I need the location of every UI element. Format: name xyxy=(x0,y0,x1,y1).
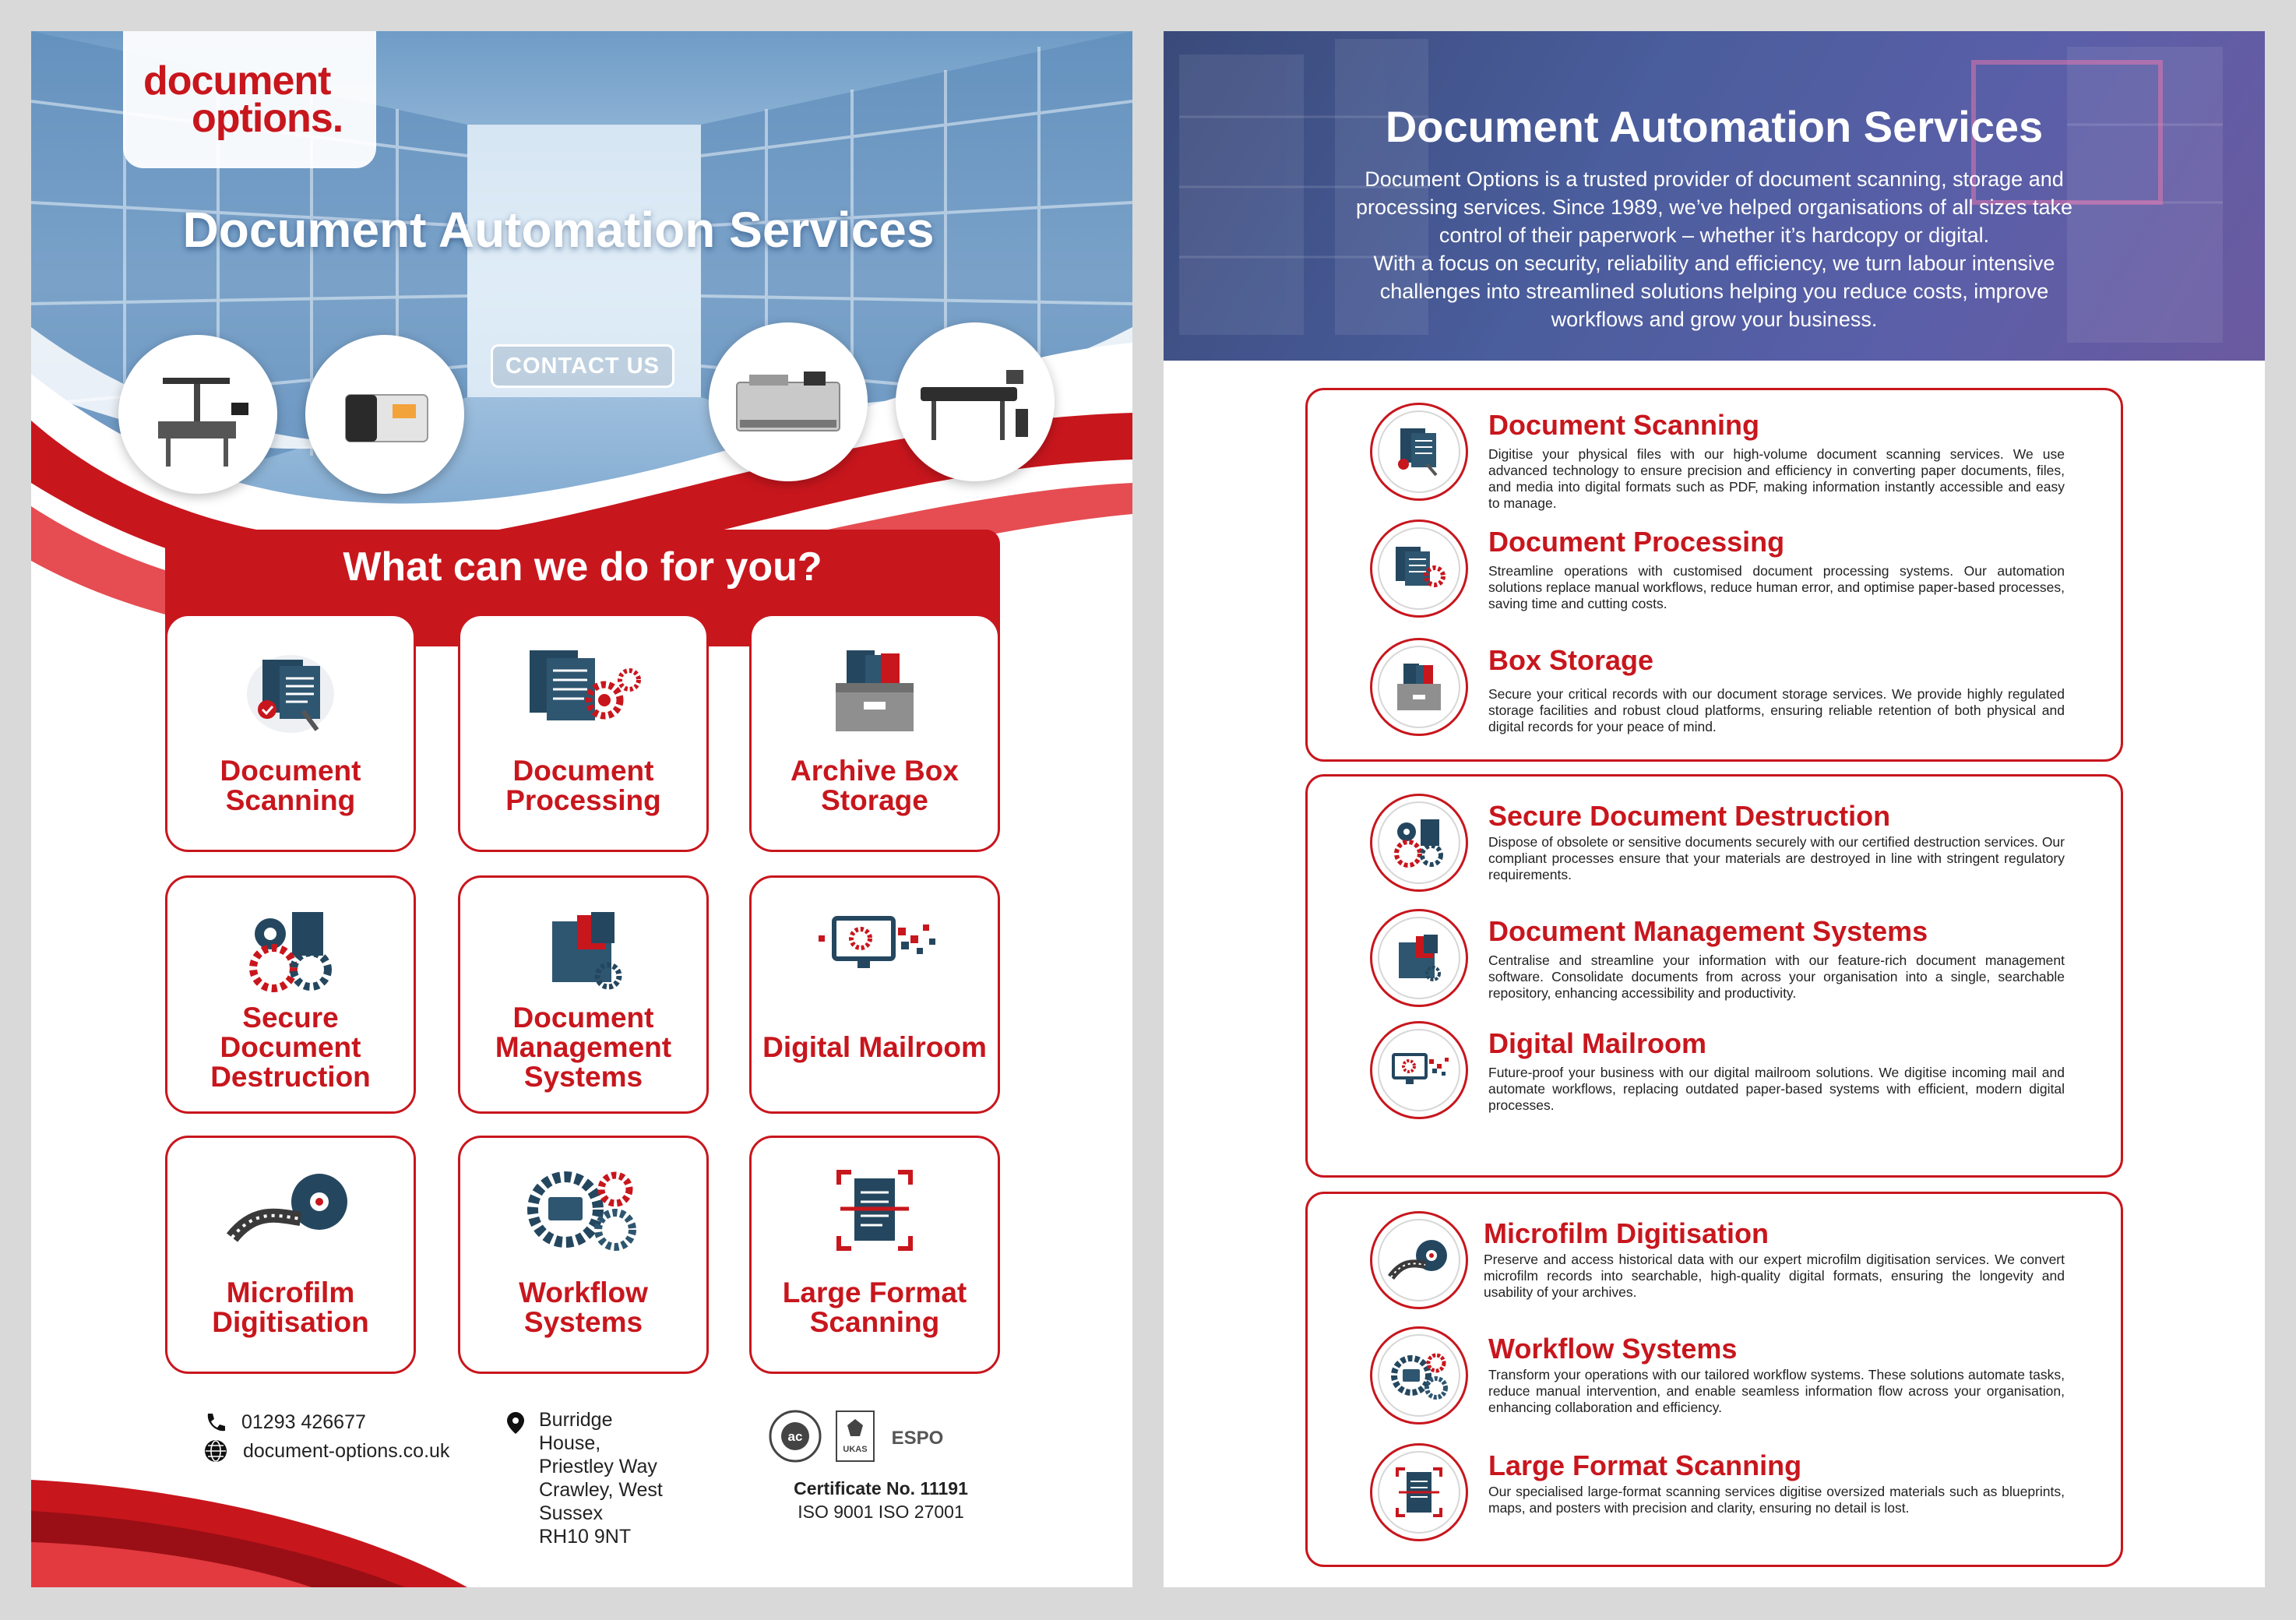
location-pin-icon xyxy=(506,1411,525,1435)
tile-label: Workflow Systems xyxy=(519,1277,648,1338)
bottom-red-wave xyxy=(31,1464,1132,1587)
intro-line: control of their paperwork – whether it’s hardcopy or digital. xyxy=(1439,224,1990,247)
service-description: Preserve and access historical data with our expert microfilm digitisation services. We convert microfilm records into searchable, high-quality digital formats, ensuring the longevity and usability of your archives. xyxy=(1484,1252,2065,1300)
service-group-3 xyxy=(1305,1192,2123,1567)
document-management-icon xyxy=(529,901,638,1002)
intro-paragraph xyxy=(1280,165,2148,333)
tile-label: Document Processing xyxy=(505,755,661,816)
service-title: Digital Mailroom xyxy=(1488,1027,1707,1059)
header-banner xyxy=(1164,31,2265,361)
service-description: Secure your critical records with our document storage services. We provide highly regulated storage facilities and robust cloud platforms, ensuring reliable retention of both physical and digital records for your peace of mind. xyxy=(1488,686,2065,734)
service-title: Document Processing xyxy=(1488,526,1785,558)
service-group-2 xyxy=(1305,774,2123,1178)
globe-icon xyxy=(204,1439,227,1463)
service-title: Document Scanning xyxy=(1488,409,1760,441)
phone-contact[interactable] xyxy=(204,1411,366,1434)
page-title: Document Automation Services xyxy=(182,202,935,258)
ac-accreditation-logo xyxy=(768,1409,822,1463)
document-processing-icon xyxy=(517,639,650,741)
flyer-front-page xyxy=(31,31,1132,1587)
tile-label: Large Format Scanning xyxy=(782,1277,967,1338)
tile-label: Document Management Systems xyxy=(495,1002,672,1093)
address-line: Burridge xyxy=(539,1409,613,1431)
website-contact[interactable] xyxy=(204,1439,449,1463)
service-title: Box Storage xyxy=(1488,644,1654,676)
address-line: Priestley Way xyxy=(539,1456,657,1477)
tile-workflow-systems[interactable] xyxy=(458,1136,709,1374)
ukas-logo xyxy=(833,1408,877,1464)
tile-large-format-scanning[interactable] xyxy=(749,1136,1000,1374)
archive-box-icon xyxy=(820,639,929,741)
book-scanner-photo xyxy=(118,335,277,494)
espo-logo xyxy=(888,1413,947,1460)
phone-number: 01293 426677 xyxy=(241,1411,366,1433)
intro-line: challenges into streamlined solutions helping you reduce costs, improve xyxy=(1379,280,2049,303)
secure-destruction-icon xyxy=(236,901,345,1002)
address-line: RH10 9NT xyxy=(539,1526,632,1548)
service-title: Large Format Scanning xyxy=(1488,1449,1802,1481)
svg-text:ac: ac xyxy=(787,1429,803,1444)
tile-label: Document Scanning xyxy=(220,755,361,816)
intro-line: With a focus on security, reliability and efficiency, we turn labour intensive xyxy=(1373,252,2055,275)
logo-line-1: document xyxy=(143,58,331,104)
tile-label: Archive Box Storage xyxy=(791,755,959,816)
service-group-1 xyxy=(1305,388,2123,762)
contact-us-button[interactable]: CONTACT US xyxy=(491,344,674,388)
intro-line: Document Options is a trusted provider of document scanning, storage and xyxy=(1365,167,2064,191)
document-management-icon xyxy=(1388,927,1450,989)
tile-document-processing[interactable] xyxy=(458,614,709,852)
svg-text:ESPO: ESPO xyxy=(891,1428,944,1449)
services-heading: What can we do for you? xyxy=(343,544,822,590)
svg-text:UKAS: UKAS xyxy=(843,1445,868,1454)
service-title: Microfilm Digitisation xyxy=(1484,1217,1770,1249)
phone-icon xyxy=(204,1412,226,1434)
tile-label: Microfilm Digitisation xyxy=(212,1277,369,1338)
service-description: Digitise your physical files with our high-volume document scanning services. We use advanced technology to ensure precision and efficiency in converting paper documents, files, and media into digital formats such as PDF, making information instantly accessible and easy to manage. xyxy=(1488,446,2065,511)
tile-label: Digital Mailroom xyxy=(762,1031,987,1063)
service-description: Dispose of obsolete or sensitive documents securely with our certified destruction services. Our compliant processes ensure that your materials are destroyed in line with stringent regulatory requirements. xyxy=(1488,834,2065,882)
microfilm-icon xyxy=(224,1161,357,1263)
large-format-scan-icon xyxy=(1388,1461,1450,1523)
certification-logos xyxy=(768,1408,947,1464)
book-scanner-icon xyxy=(139,356,256,473)
document-scanning-icon xyxy=(1388,421,1450,483)
tile-document-management-systems[interactable] xyxy=(458,875,709,1114)
tile-microfilm-digitisation[interactable] xyxy=(165,1136,416,1374)
tile-archive-box-storage[interactable] xyxy=(749,614,1000,852)
address-line: House, xyxy=(539,1432,601,1454)
service-description: Centralise and streamline your information with our feature-rich document management software. Consolidate documents from across your organisation into a single, searchable repository, enhancing accessibility and productivity. xyxy=(1488,953,2065,1001)
service-description: Transform your operations with our tailored workflow systems. These solutions automate tasks, reduce manual intervention, and enable seamless information flow across your organisation, enhancing collaboration and efficiency. xyxy=(1488,1367,2065,1415)
production-scanner-photo xyxy=(305,335,464,494)
workflow-gears-icon xyxy=(1386,1344,1452,1407)
service-title: Document Management Systems xyxy=(1488,915,1928,947)
tile-document-scanning[interactable] xyxy=(165,614,416,852)
service-title: Secure Document Destruction xyxy=(1488,800,1891,832)
secure-destruction-icon xyxy=(1388,812,1450,874)
tile-digital-mailroom[interactable] xyxy=(749,875,1000,1114)
wide-format-scanner-icon xyxy=(913,343,1037,460)
large-format-scan-icon xyxy=(820,1161,929,1263)
address-line: Sussex xyxy=(539,1502,603,1524)
microfilm-icon xyxy=(1386,1229,1452,1291)
mail-processor-icon xyxy=(726,343,850,460)
intro-line: processing services. Since 1989, we’ve helped organisations of all sizes take xyxy=(1355,195,2072,219)
certificate-number: Certificate No. 11191 xyxy=(794,1478,968,1498)
wide-format-scanner-photo xyxy=(896,322,1055,481)
address-line: Crawley, West xyxy=(539,1479,663,1501)
document-scanning-icon xyxy=(236,639,345,741)
production-scanner-icon xyxy=(326,356,443,473)
flyer-back-page xyxy=(1164,31,2265,1587)
workflow-gears-icon xyxy=(517,1161,650,1263)
logo-line-2: options. xyxy=(192,96,343,141)
website-link: document-options.co.uk xyxy=(243,1439,450,1462)
service-description: Future-proof your business with our digital mailroom solutions. We digitise incoming mail and automate workflows, replacing outdated paper-based systems with efficient, modern digital processes. xyxy=(1488,1065,2065,1113)
tile-label: Secure Document Destruction xyxy=(210,1002,371,1093)
tile-secure-document-destruction[interactable] xyxy=(165,875,416,1114)
service-description: Our specialised large-format scanning services digitise oversized materials such as blueprints, maps, and posters with precision and clarity, ensuring no detail is lost. xyxy=(1488,1484,2065,1516)
iso-standards: ISO 9001 ISO 27001 xyxy=(798,1502,964,1522)
service-description: Streamline operations with customised document processing systems. Our automation solutions replace manual workflows, reduce human error, and optimise paper-based processes, saving time and cutting costs. xyxy=(1488,563,2065,611)
service-title: Workflow Systems xyxy=(1488,1333,1738,1365)
back-page-title: Document Automation Services xyxy=(1385,102,2044,151)
digital-mailroom-icon xyxy=(1386,1039,1453,1101)
archive-box-icon xyxy=(1388,656,1450,718)
digital-mailroom-icon xyxy=(805,901,945,1002)
document-processing-icon xyxy=(1388,537,1450,600)
intro-line: workflows and grow your business. xyxy=(1551,308,1878,331)
document-options-logo[interactable] xyxy=(123,31,376,168)
mail-processor-photo xyxy=(709,322,868,481)
